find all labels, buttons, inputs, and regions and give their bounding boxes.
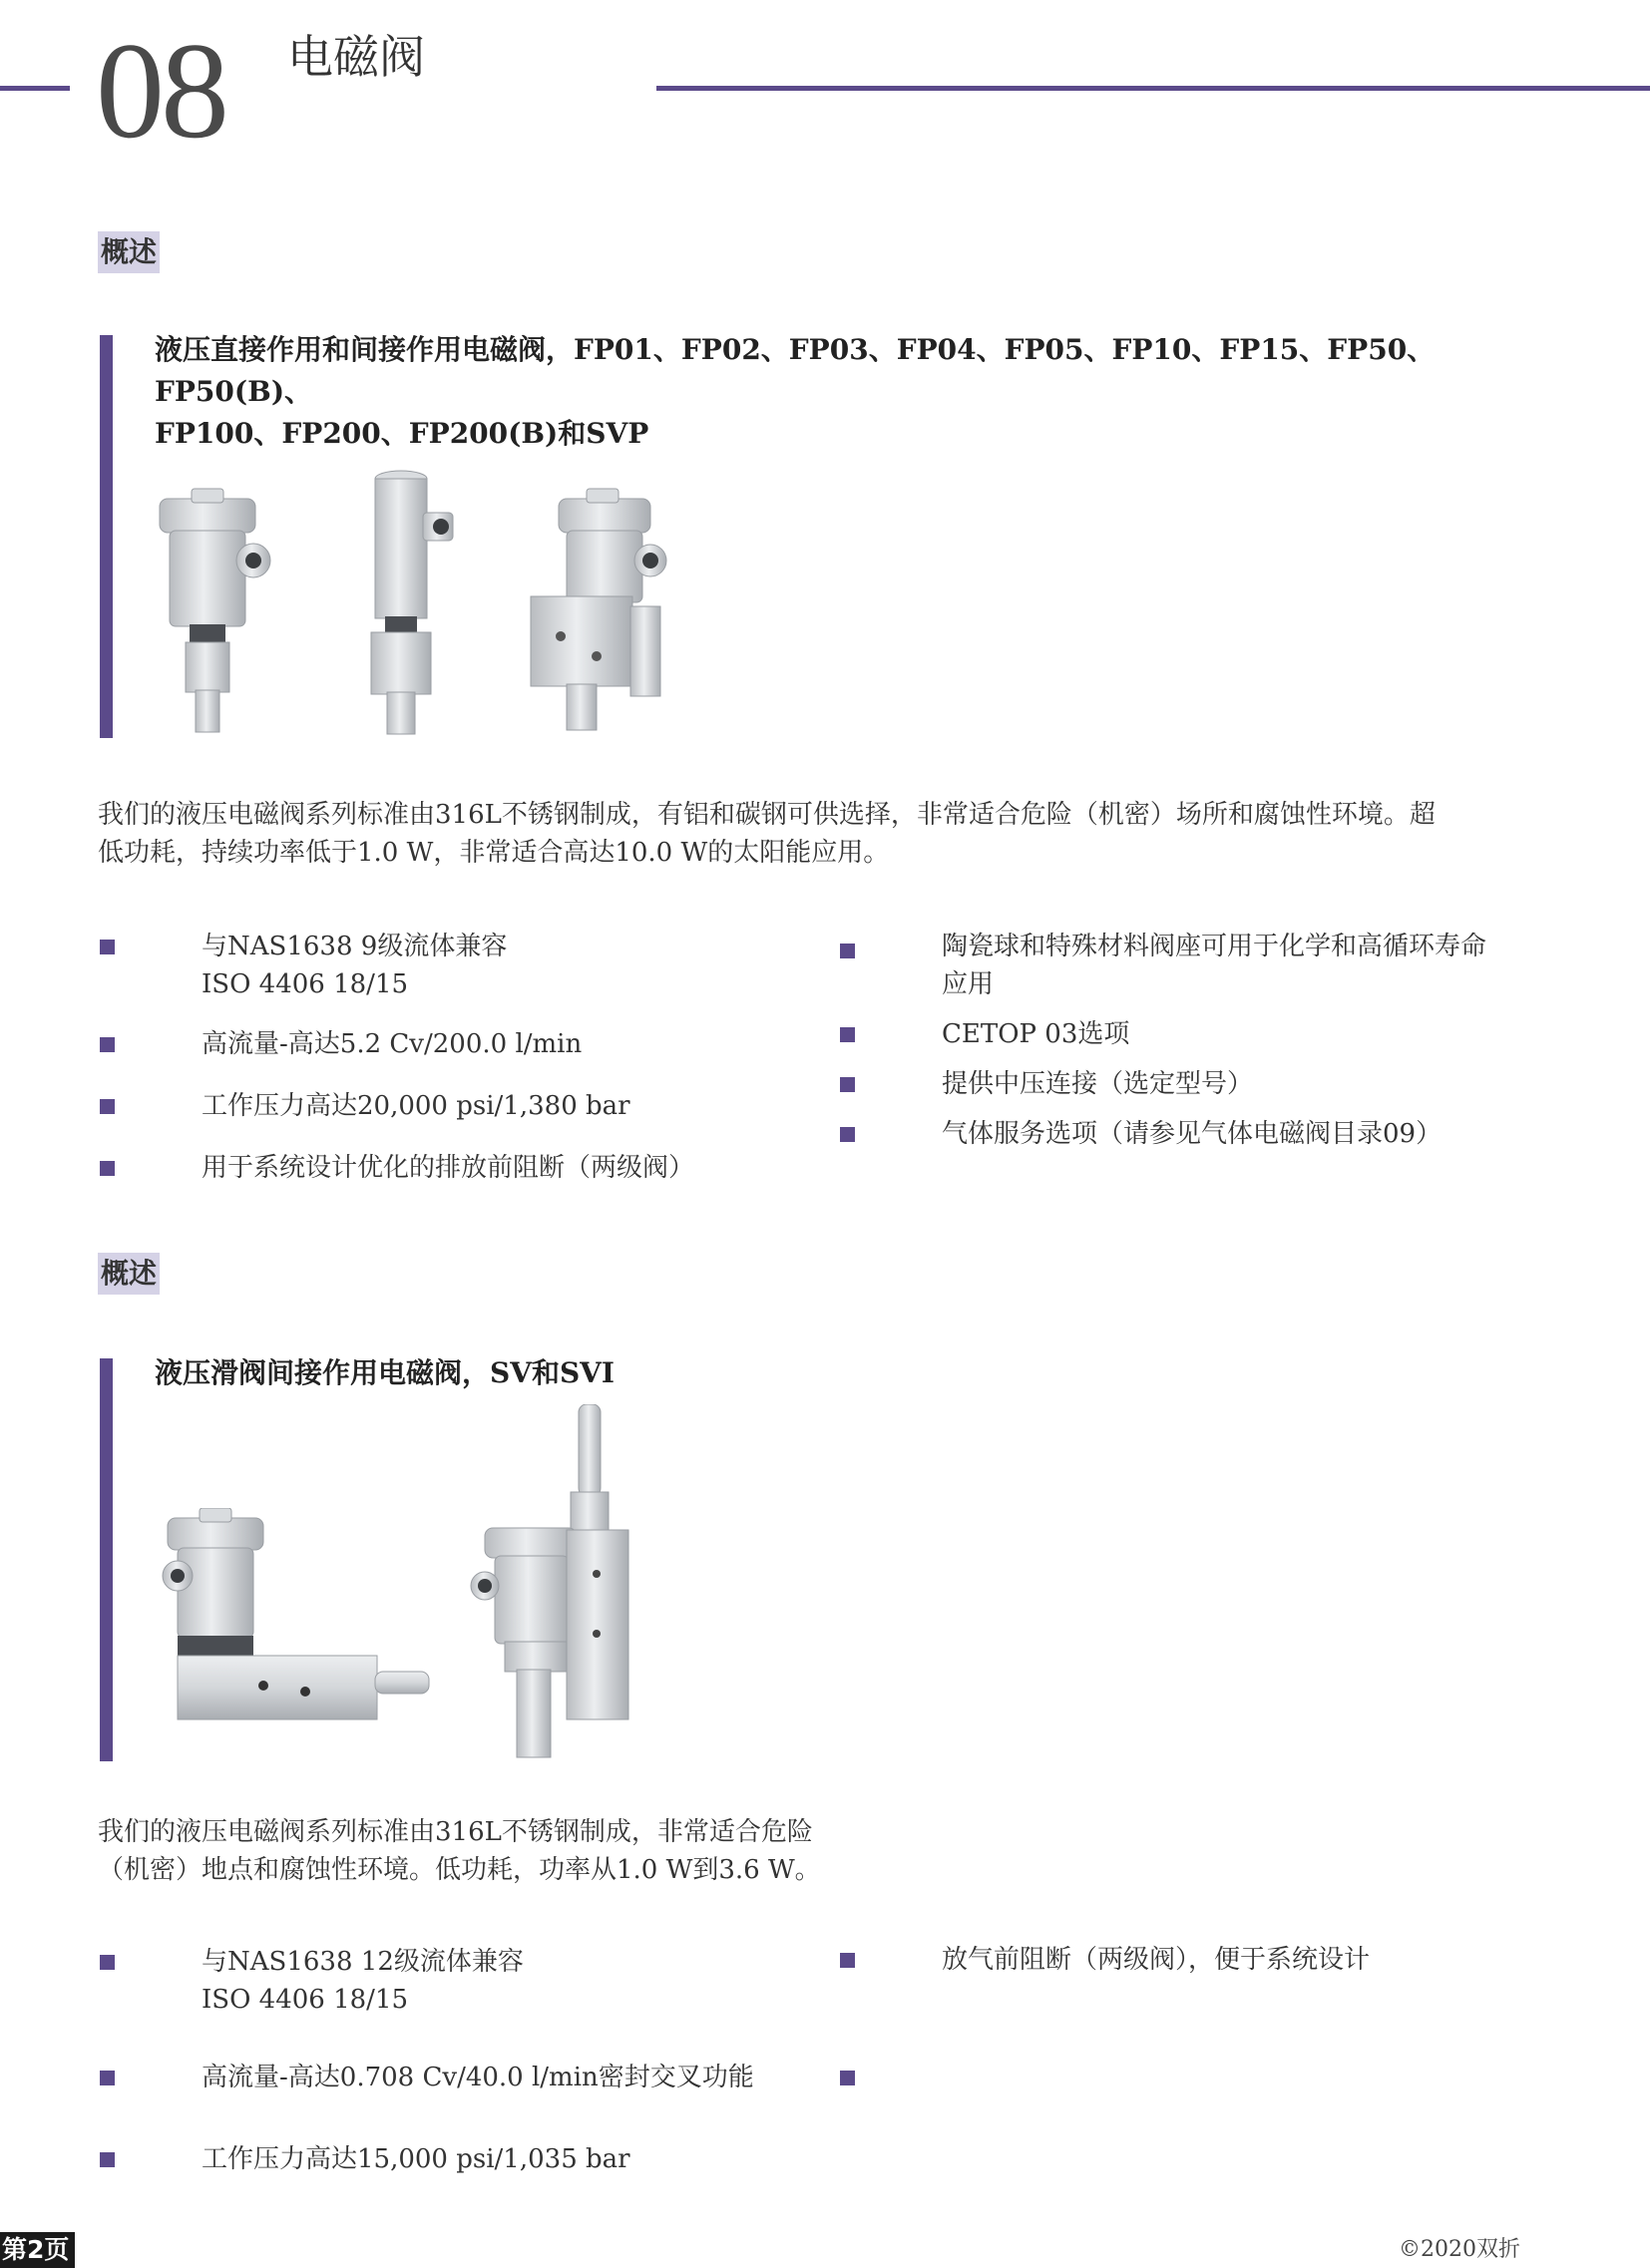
bullet-text: 与NAS1638 9级流体兼容 xyxy=(202,932,508,961)
bullet-text: ISO 4406 18/15 xyxy=(202,1985,409,2015)
section2-description-line1: 我们的液压电磁阀系列标准由316L不锈钢制成，非常适合危险 xyxy=(98,1817,813,1847)
bullet-square-icon xyxy=(840,2071,855,2085)
chapter-title: 电磁阀 xyxy=(287,30,425,84)
bullet-square-icon xyxy=(100,1955,115,1970)
bullet-square-icon xyxy=(100,2071,115,2085)
section1-accent-bar xyxy=(100,335,113,738)
bullet-text: 放气前阻断（两级阀），便于系统设计 xyxy=(942,1945,1371,1975)
bullet-square-icon xyxy=(840,1127,855,1142)
bullet-text: 工作压力高达15,000 psi/1,035 bar xyxy=(202,2144,630,2174)
bullet-square-icon xyxy=(100,940,115,954)
section-tag-overview-1: 概述 xyxy=(98,231,160,273)
section-tag-overview-2: 概述 xyxy=(98,1253,160,1295)
chapter-number: 08 xyxy=(96,14,225,167)
bullet-text: 工作压力高达20,000 psi/1,380 bar xyxy=(202,1091,630,1121)
valve-image-sv-series-1 xyxy=(156,1508,431,1761)
section1-description-line2: 低功耗，持续功率低于1.0 W，非常适合高达10.0 W的太阳能应用。 xyxy=(98,838,890,868)
header-rule-left xyxy=(0,86,70,91)
bullet-square-icon xyxy=(840,1027,855,1042)
section2-description xyxy=(98,1813,821,1889)
bullet-text: 提供中压连接（选定型号） xyxy=(942,1069,1254,1099)
section1-description-line1: 我们的液压电磁阀系列标准由316L不锈钢制成，有铝和碳钢可供选择，非常适合危险（机密）场所和腐蚀性环境。超 xyxy=(98,800,1436,830)
bullet-square-icon xyxy=(100,1037,115,1052)
bullet-text: 用于系统设计优化的排放前阻断（两级阀） xyxy=(202,1153,695,1183)
valve-image-fp-series-1 xyxy=(150,487,289,738)
header-rule-right xyxy=(656,86,1650,91)
bullet-text: 应用 xyxy=(942,969,995,999)
bullet-square-icon xyxy=(840,1077,855,1092)
page-number-badge: 第2页 xyxy=(0,2232,75,2268)
section2-description-line2: （机密）地点和腐蚀性环境。低功耗，功率从1.0 W到3.6 W。 xyxy=(98,1855,821,1885)
section2-accent-bar xyxy=(100,1358,113,1761)
section1-title-line2: FP100、FP200、FP200(B)和SVP xyxy=(155,417,649,450)
bullet-square-icon xyxy=(840,944,855,958)
copyright-text: ©2020双折 xyxy=(1399,2237,1520,2262)
bullet-square-icon xyxy=(100,2152,115,2167)
valve-image-sv-series-2 xyxy=(467,1404,636,1761)
bullet-text: 高流量-高达0.708 Cv/40.0 l/min密封交叉功能 xyxy=(202,2063,754,2092)
bullet-square-icon xyxy=(840,1953,855,1968)
bullet-square-icon xyxy=(100,1161,115,1176)
bullet-square-icon xyxy=(100,1099,115,1114)
section2-title: 液压滑阀间接作用电磁阀，SV和SVI xyxy=(155,1356,615,1389)
bullet-text: 气体服务选项（请参见气体电磁阀目录09） xyxy=(942,1119,1443,1149)
bullet-text: 陶瓷球和特殊材料阀座可用于化学和高循环寿命 xyxy=(942,932,1487,961)
bullet-text: 高流量-高达5.2 Cv/200.0 l/min xyxy=(202,1029,583,1059)
section1-description xyxy=(98,796,1436,872)
valve-image-fp-series-2 xyxy=(367,469,477,738)
bullet-text: CETOP 03选项 xyxy=(942,1019,1130,1049)
bullet-text: 与NAS1638 12级流体兼容 xyxy=(202,1947,524,1977)
section1-title xyxy=(155,329,1491,455)
valve-image-fp-series-3 xyxy=(527,487,676,738)
bullet-text: ISO 4406 18/15 xyxy=(202,969,409,999)
section1-title-line1: 液压直接作用和间接作用电磁阀，FP01、FP02、FP03、FP04、FP05、FP10、FP15、FP50、FP50(B)、 xyxy=(155,333,1436,408)
